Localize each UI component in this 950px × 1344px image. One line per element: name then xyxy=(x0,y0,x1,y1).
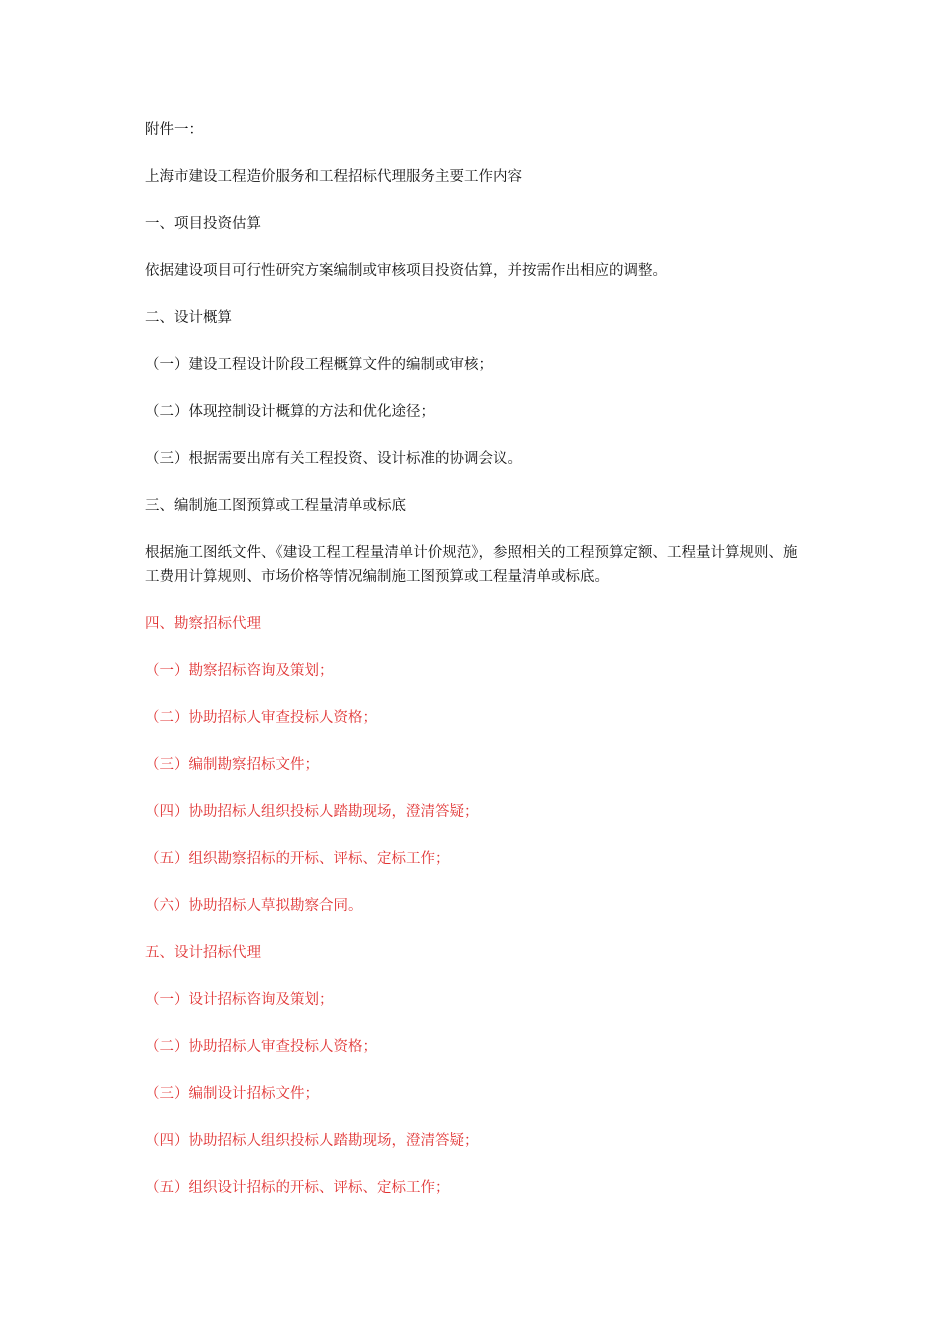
section-4-item-2: （二）协助招标人审查投标人资格； xyxy=(145,710,377,726)
document-page xyxy=(145,118,805,1223)
section-3-text: 根据施工图纸文件、《建设工程工程量清单计价规范》，参照相关的工程预算定额、工程量计算规则、施工费用计算规则、市场价格等情况编制施工图预算或工程量清单或标底。 xyxy=(145,545,798,585)
section-4-item-5: （五）组织勘察招标的开标、评标、定标工作； xyxy=(145,851,450,867)
section-2-item-3: （三）根据需要出席有关工程投资、设计标准的协调会议。 xyxy=(145,451,522,467)
section-3-heading: 三、编制施工图预算或工程量清单或标底 xyxy=(145,498,406,514)
document-title: 上海市建设工程造价服务和工程招标代理服务主要工作内容 xyxy=(145,169,522,185)
section-1-heading: 一、项目投资估算 xyxy=(145,216,261,232)
section-2-item-2: （二）体现控制设计概算的方法和优化途径； xyxy=(145,404,435,420)
section-5-item-4: （四）协助招标人组织投标人踏勘现场，澄清答疑； xyxy=(145,1133,479,1149)
attachment-label: 附件一： xyxy=(145,122,203,138)
section-4-item-4: （四）协助招标人组织投标人踏勘现场，澄清答疑； xyxy=(145,804,479,820)
section-4-item-1: （一）勘察招标咨询及策划； xyxy=(145,663,334,679)
section-5-item-5: （五）组织设计招标的开标、评标、定标工作； xyxy=(145,1180,450,1196)
section-2-item-1: （一）建设工程设计阶段工程概算文件的编制或审核； xyxy=(145,357,493,373)
section-4-item-3: （三）编制勘察招标文件； xyxy=(145,757,319,773)
section-5-heading: 五、设计招标代理 xyxy=(145,945,261,961)
section-2-heading: 二、设计概算 xyxy=(145,310,232,326)
section-1-text: 依据建设项目可行性研究方案编制或审核项目投资估算，并按需作出相应的调整。 xyxy=(145,263,667,279)
section-4-heading: 四、勘察招标代理 xyxy=(145,616,261,632)
section-5-item-1: （一）设计招标咨询及策划； xyxy=(145,992,334,1008)
section-5-item-2: （二）协助招标人审查投标人资格； xyxy=(145,1039,377,1055)
section-5-item-3: （三）编制设计招标文件； xyxy=(145,1086,319,1102)
section-4-item-6: （六）协助招标人草拟勘察合同。 xyxy=(145,898,363,914)
